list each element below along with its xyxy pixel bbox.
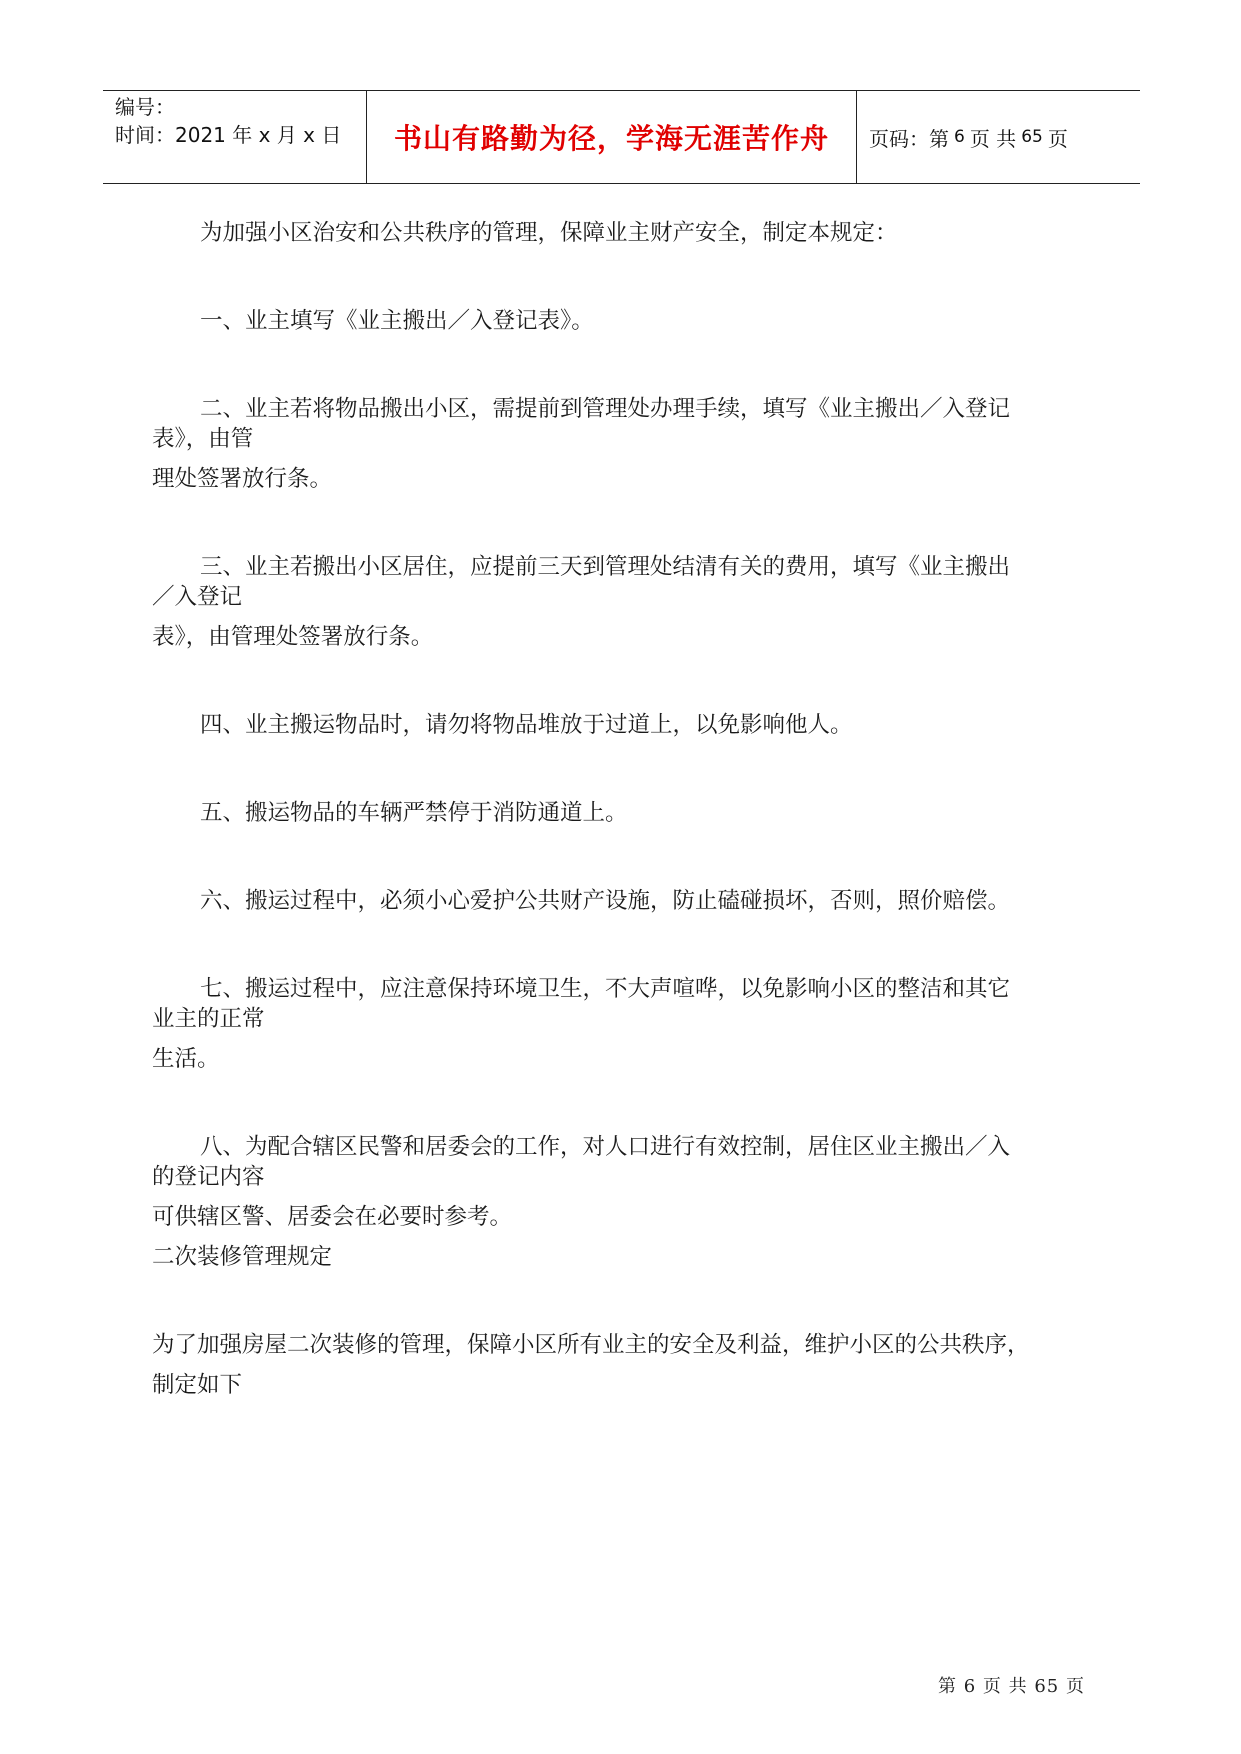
rule-item-8-line-1: 八、为配合辖区民警和居委会的工作，对人口进行有效控制，居住区业主搬出／入 xyxy=(200,1134,1011,1160)
page-footer: 第 6 页 共 65 页 xyxy=(938,1676,1085,1697)
rule-item-8-line-3: 可供辖区警、居委会在必要时参考。 xyxy=(152,1204,513,1230)
rule-item-5: 五、搬运物品的车辆严禁停于消防通道上。 xyxy=(200,800,628,826)
rule-item-3-line-1: 三、业主若搬出小区居住，应提前三天到管理处结清有关的费用，填写《业主搬出 xyxy=(200,554,1011,580)
page-suffix: 页 xyxy=(1047,126,1068,151)
page-total: 65 xyxy=(1021,127,1043,147)
page-prefix: 页码：第 xyxy=(869,126,949,151)
rule-item-7 xyxy=(152,974,1102,1074)
rule-item-3-line-3: 表》，由管理处签署放行条。 xyxy=(152,624,434,650)
page-current: 6 xyxy=(954,127,965,147)
document-number-label: 编号： xyxy=(115,95,175,119)
rule-item-2-line-1: 二、业主若将物品搬出小区，需提前到管理处办理手续，填写《业主搬出／入登记 xyxy=(200,396,1011,422)
page-header xyxy=(103,90,1140,184)
rule-item-2 xyxy=(152,394,1102,494)
rule-item-8-line-2: 的登记内容 xyxy=(152,1164,265,1190)
decoration-intro-line-1: 为了加强房屋二次装修的管理，保障小区所有业主的安全及利益，维护小区的公共秩序， xyxy=(152,1332,1030,1358)
rule-item-3 xyxy=(152,552,1102,652)
rule-item-7-line-3: 生活。 xyxy=(152,1046,220,1072)
rule-item-1: 一、业主填写《业主搬出／入登记表》。 xyxy=(200,308,594,334)
page-mid: 页 共 xyxy=(969,126,1017,151)
rule-item-3-line-2: ／入登记 xyxy=(152,584,243,610)
rule-item-7-line-2: 业主的正常 xyxy=(152,1006,265,1032)
header-meta xyxy=(103,91,367,183)
rule-item-2-line-3: 理处签署放行条。 xyxy=(152,466,333,492)
document-body xyxy=(152,218,1102,1400)
rule-item-2-line-2: 表》，由管 xyxy=(152,426,254,452)
rule-item-8 xyxy=(152,1132,1102,1232)
header-page-info xyxy=(857,91,1140,183)
rule-item-6: 六、搬运过程中，必须小心爱护公共财产设施，防止磕碰损坏，否则，照价赔偿。 xyxy=(200,888,1011,914)
header-motto: 书山有路勤为径，学海无涯苦作舟 xyxy=(367,91,857,183)
rule-item-7-line-1: 七、搬运过程中，应注意保持环境卫生，不大声喧哗，以免影响小区的整洁和其它 xyxy=(200,976,1011,1002)
decoration-intro-line-2: 制定如下 xyxy=(152,1372,243,1398)
decoration-intro xyxy=(152,1330,1102,1400)
document-time: 时间：2021 年 x 月 x 日 xyxy=(115,123,342,147)
intro-paragraph: 为加强小区治安和公共秩序的管理，保障业主财产安全，制定本规定： xyxy=(200,220,898,246)
rule-item-4: 四、业主搬运物品时，请勿将物品堆放于过道上，以免影响他人。 xyxy=(200,712,853,738)
section-title: 二次装修管理规定 xyxy=(152,1244,333,1270)
